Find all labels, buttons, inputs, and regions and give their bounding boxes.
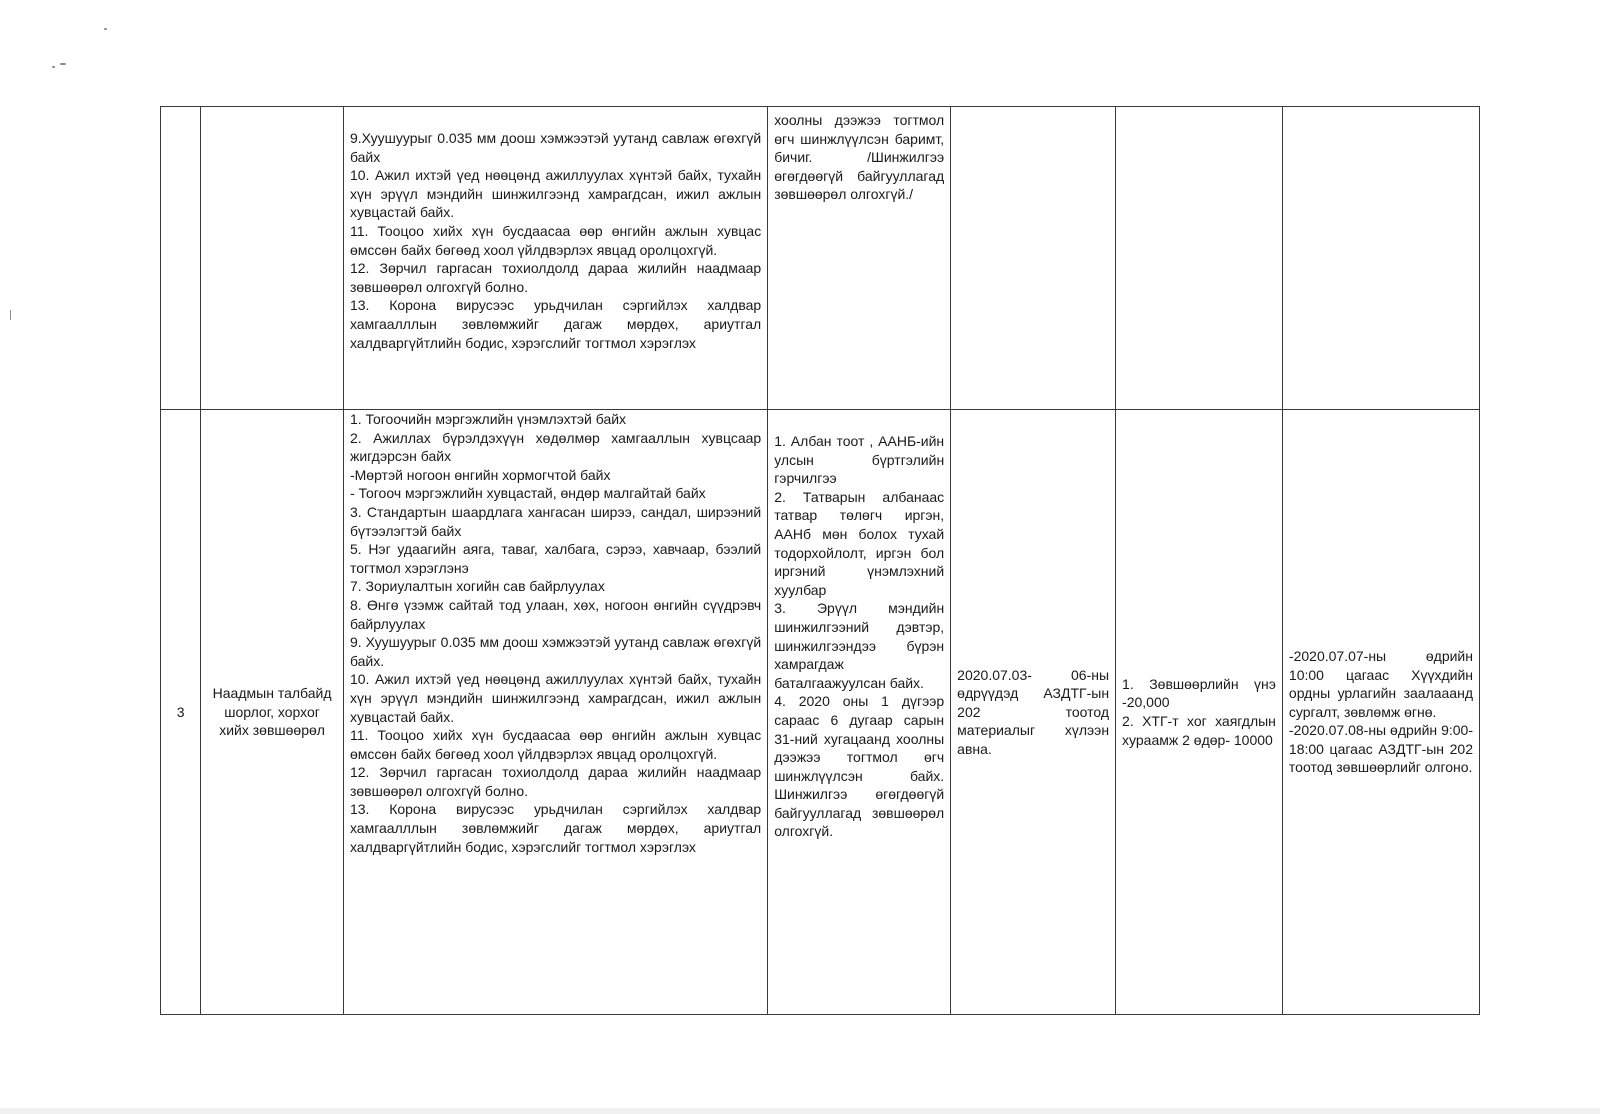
scan-speck xyxy=(10,310,11,320)
requirement-item: 1. Тогоочийн мэргэжлийн үнэмлэхтэй байх xyxy=(349,411,627,427)
fee-cell xyxy=(1116,410,1283,1015)
table-row xyxy=(161,107,1480,410)
documents-cell xyxy=(768,410,951,1015)
requirement-item: 7. Зориулалтын хогийн сав байрлуулах xyxy=(349,578,605,595)
requirement-item: -Мөртэй ногоон өнгийн хормогчтой байх xyxy=(349,466,611,483)
requirements-cell xyxy=(343,410,767,1015)
schedule-item: -2020.07.07-ны өдрийн 10:00 цагаас Хүүхдийн ордны урлагийн заалааанд сургалт, зөвлөмж өгнө. xyxy=(1288,647,1473,720)
permit-name xyxy=(201,107,344,410)
requirement-item: 9. Хуушуурыг 0.035 мм доош хэмжээтэй уутанд савлаж өгөхгүй байх. xyxy=(349,634,762,669)
requirement-item: 12. Зөрчил гаргасан тохиолдолд дараа жилийн наадмаар зөвшөөрөл олгохгүй болно. xyxy=(349,764,762,799)
requirement-item: 12. Зөрчил гаргасан тохиолдолд дараа жилийн наадмаар зөвшөөрөл олгохгүй болно. xyxy=(349,260,762,295)
scan-speck xyxy=(52,66,55,68)
scan-speck xyxy=(104,28,107,30)
document-item: хоолны дээжээ тогтмол өгч шинжлүүлсэн баримт, бичиг. /Шинжилгээ өгөгдөөгүй байгууллагад зөвшөөрөл олгохгүй./ xyxy=(774,112,945,203)
fee-item: 2. ХТГ-т хог хаягдлын хураамж 2 өдөр- 10000 xyxy=(1122,713,1276,748)
fee-item: 1. Зөвшөөрлийн үнэ -20,000 xyxy=(1122,675,1276,711)
table-row xyxy=(161,410,1480,1015)
requirement-item: 11. Тооцоо хийх хүн бусдаасаа өөр өнгийн ажлын хувцас өмссөн байх бөгөөд хоол үйлдвэрлэх явцад оролцохгүй. xyxy=(349,727,762,762)
permit-name: Наадмын талбайд шорлог, хорхог хийх зөвшөөрөл xyxy=(201,410,344,1015)
submission-cell xyxy=(951,107,1116,410)
requirement-item: 10. Ажил ихтэй үед нөөцөнд ажиллуулах хүнтэй байх, тухайн хүн эрүүл мэндийн шинжилгээнд хамрагдсан, ижил ажлын хувцастай байх. xyxy=(349,167,762,221)
submission-text: 2020.07.03- 06-ны өдрүүдэд АЗДТГ-ын 202 тоотод материалыг хүлээн авна. xyxy=(957,666,1110,757)
requirement-item: 9.Хуушуурыг 0.035 мм доош хэмжээтэй уутанд савлаж өгөхгүй байх xyxy=(349,130,762,165)
schedule-item: -2020.07.08-ны өдрийн 9:00-18:00 цагаас АЗДТГ-ын 202 тоотод зөвшөөрлийг олгоно. xyxy=(1288,722,1473,776)
document-item: 4. 2020 оны 1 дүгээр сараас 6 дугаар сарын 31-ний хугацаанд хоолны дээжээ тогтмол өгч шинжлүүлсэн байх. Шинжилгээ өгөгдөөгүй байгууллагад зөвшөөрөл олгохгүй. xyxy=(774,693,945,840)
scan-edge xyxy=(0,1108,1600,1114)
requirement-item: 13. Корона вирусээс урьдчилан сэргийлэх халдвар хамгаалллын зөвлөмжийг дагаж мөрдөх, ариутгал халдваргүйтлийн бодис, хэрэгслийг тогтмол хэрэглэх xyxy=(349,801,762,855)
schedule-cell xyxy=(1282,410,1479,1015)
submission-cell xyxy=(951,410,1116,1015)
requirement-item: 2. Ажиллах бүрэлдэхүүн хөдөлмөр хамгааллын хувцсаар жигдэрсэн байх xyxy=(349,429,762,465)
requirements-cell xyxy=(343,107,767,410)
requirement-item: 8. Өнгө үзэмж сайтай тод улаан, хөх, ногоон өнгийн сүүдрэвч байрлуулах xyxy=(349,596,762,632)
requirement-item: 10. Ажил ихтэй үед нөөцөнд ажиллуулах хүнтэй байх, тухайн хүн эрүүл мэндийн шинжилгээнд хамрагдсан, ижил ажлын хувцастай байх. xyxy=(349,671,762,725)
requirement-item: 3. Стандартын шаардлага хангасан ширээ, сандал, ширээний бүтээлэгтэй байх xyxy=(349,503,762,539)
document-item: 1. Албан тоот , ААНБ-ийн улсын бүртгэлийн гэрчилгээ xyxy=(774,433,945,487)
documents-cell xyxy=(768,107,951,410)
scan-speck xyxy=(60,63,66,65)
schedule-cell xyxy=(1282,107,1479,410)
requirement-item: 5. Нэг удаагийн аяга, таваг, халбага, сэрээ, хавчаар, бээлий тогтмол хэрэглэнэ xyxy=(349,541,762,576)
document-item: 3. Эрүүл мэндийн шинжилгээний дэвтэр, шинжилгээндээ бүрэн хамрагдаж баталгаажуулсан байх. xyxy=(774,600,945,691)
document-item: 2. Татварын албанаас татвар төлөгч иргэн, ААНб мөн болох тухай тодорхойлолт, иргэн бол иргэний үнэмлэхний хуулбар xyxy=(774,488,945,598)
row-number: 3 xyxy=(161,410,201,1015)
requirement-item: 13. Корона вирусээс урьдчилан сэргийлэх халдвар хамгаалллын зөвлөмжийг дагаж мөрдөх, ариутгал халдваргүйтлийн бодис, хэрэгслийг тогтмол хэрэглэх xyxy=(349,297,762,351)
fee-cell xyxy=(1116,107,1283,410)
requirement-item: - Тогооч мэргэжлийн хувцастай, өндөр малгайтай байх xyxy=(349,485,706,502)
row-number xyxy=(161,107,201,410)
requirement-item: 11. Тооцоо хийх хүн бусдаасаа өөр өнгийн ажлын хувцас өмссөн байх бөгөөд хоол үйлдвэрлэх явцад оролцохгүй. xyxy=(349,222,762,258)
permit-table xyxy=(160,106,1480,1015)
